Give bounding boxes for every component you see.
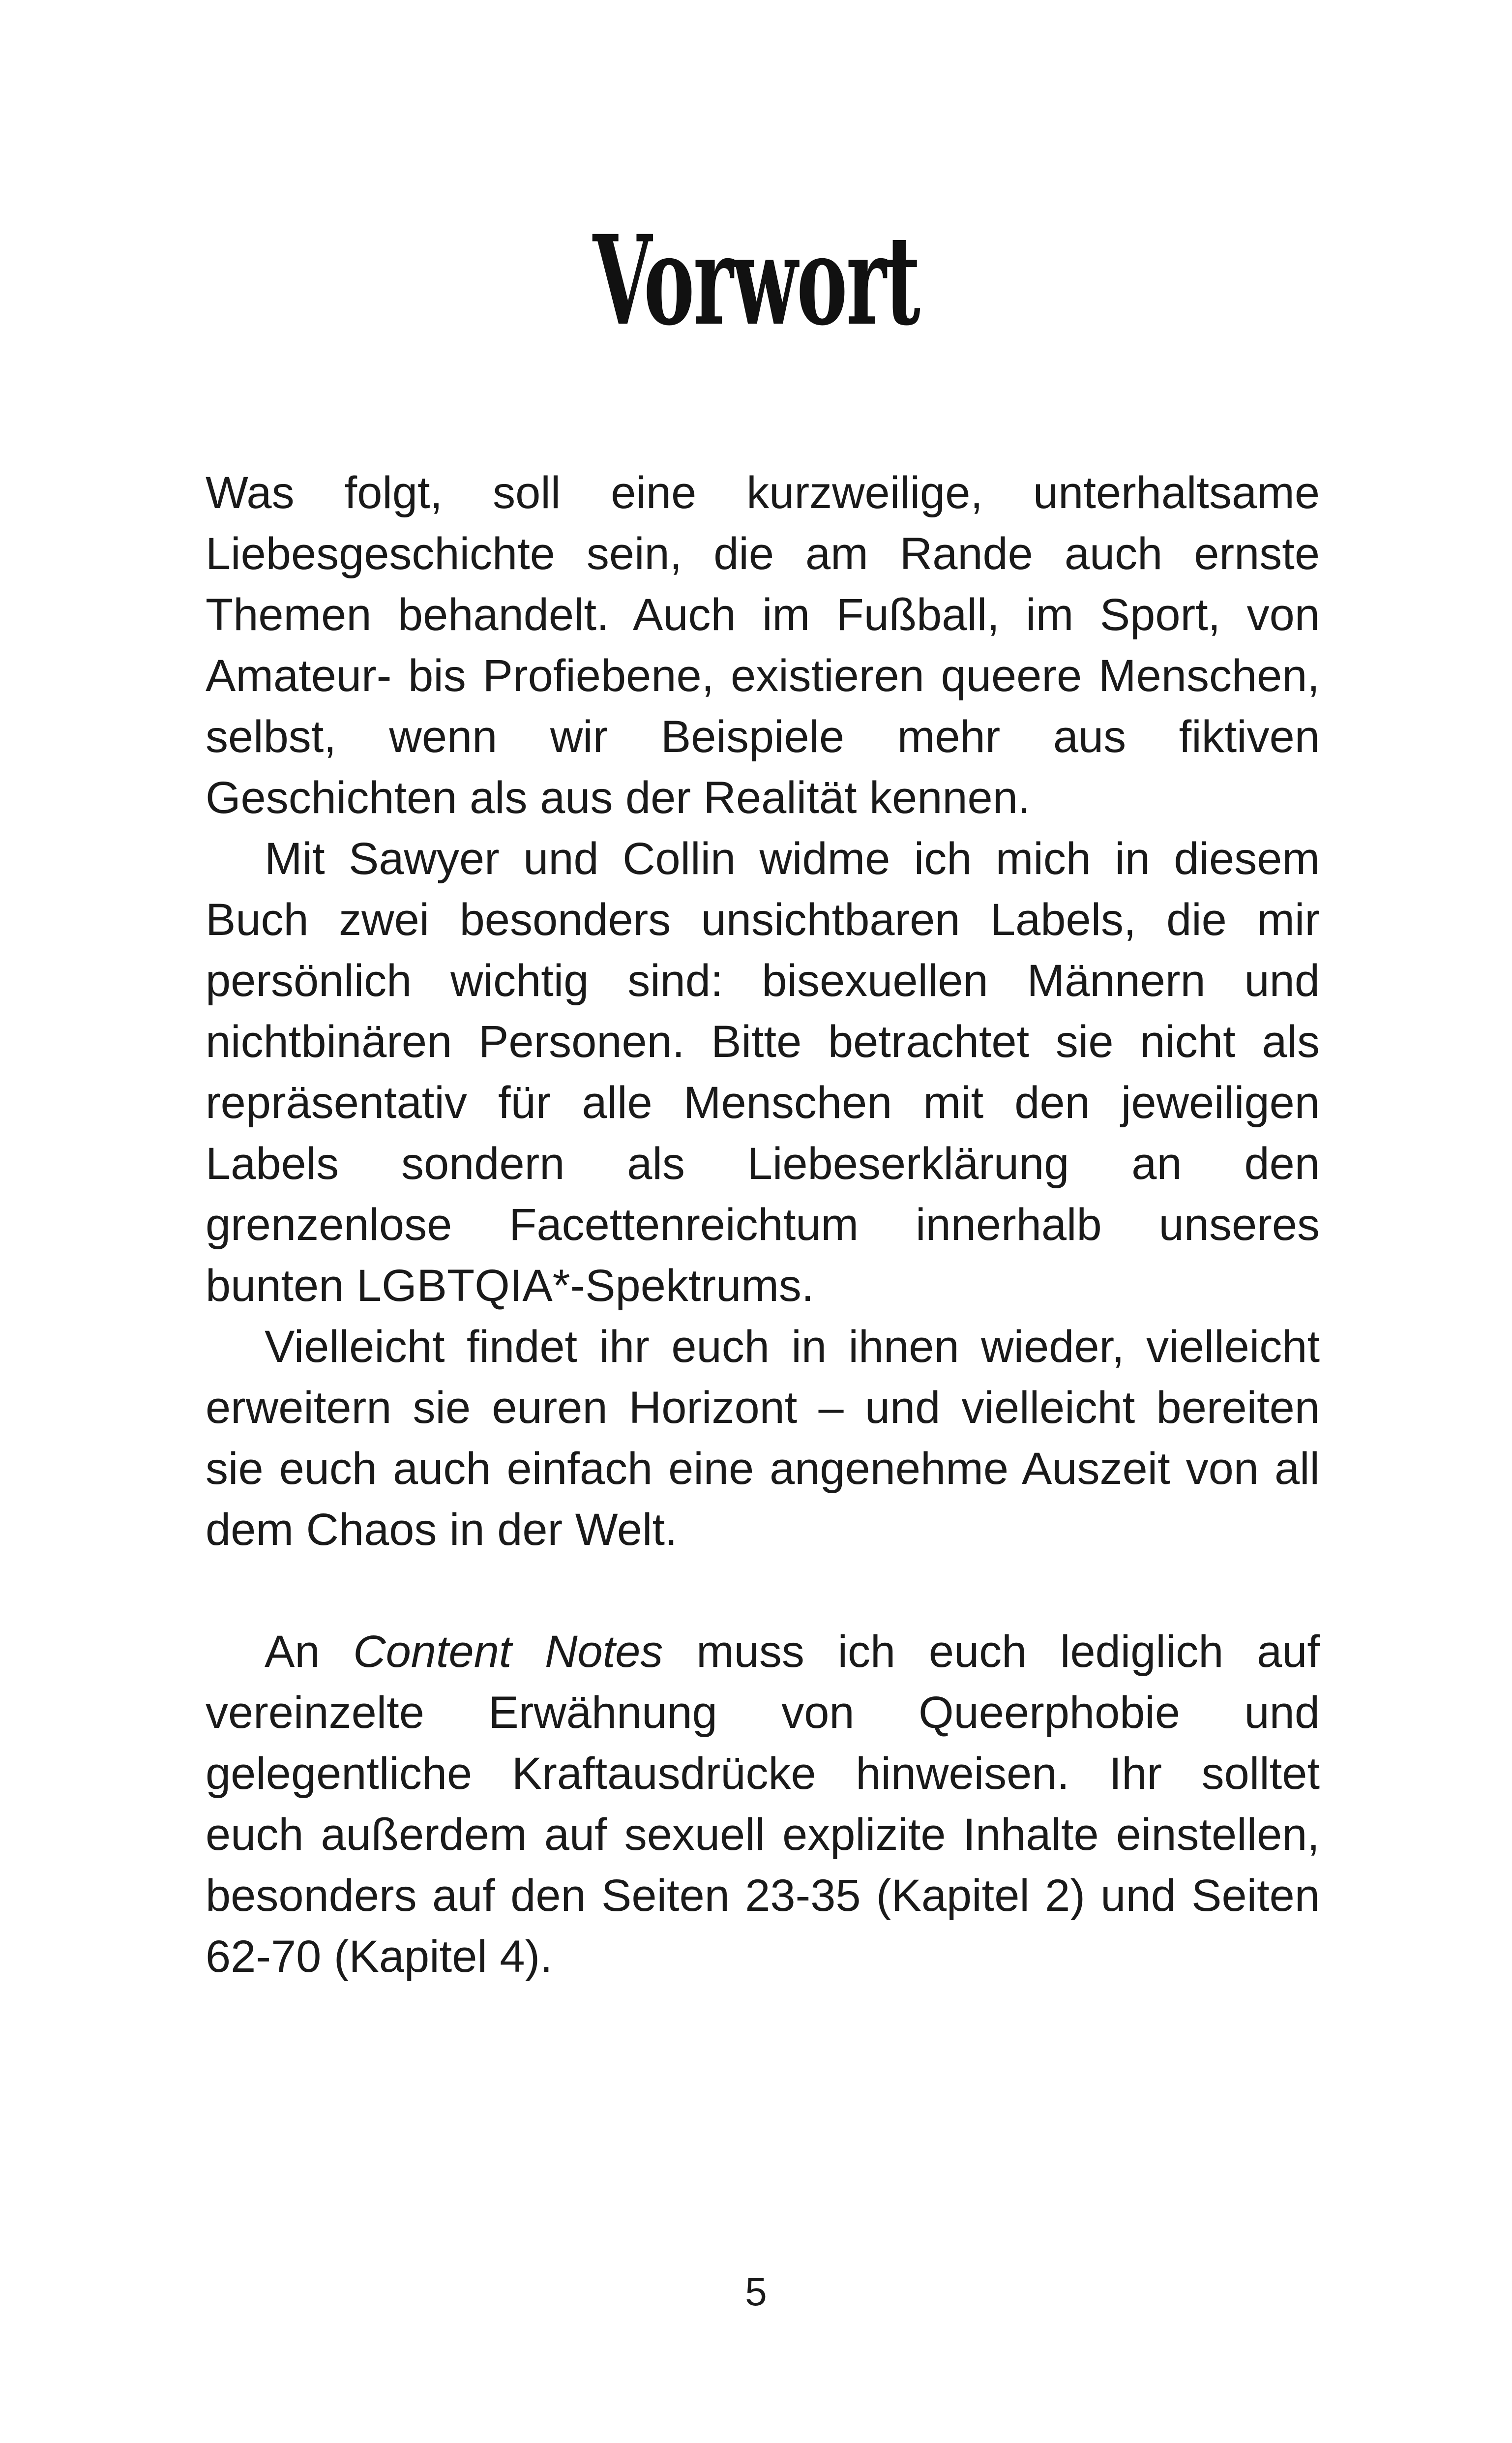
body-text (206, 462, 1320, 1987)
chapter-title: Vorwort (593, 208, 919, 353)
content-notes-term: Content Notes (353, 1627, 663, 1677)
paragraph-spacer (206, 1560, 1320, 1621)
paragraph-labels: Mit Sawyer und Collin widme ich mich in diesem Buch zwei besonders unsichtbaren Labels, die mir persönlich wichtig sind: bisexuellen Männern und nichtbinären Personen. Bitte betrachtet sie nicht als repräsentativ für alle Menschen mit den jeweiligen Labels sondern als Liebeserklärung an den grenzenlose Facettenreichtum innerhalb unseres bunten LGBTQIA*-Spektrums. (206, 834, 1320, 1311)
paragraph-intro: Was folgt, soll eine kurzweilige, unterhaltsame Liebesgeschichte sein, die am Rande auch ernste Themen behandelt. Auch im Fußball, im Sport, von Amateur- bis Profiebene, existieren queere Menschen, selbst, wenn wir Beispiele mehr aus fiktiven Geschichten als aus der Realität kennen. (206, 468, 1320, 823)
page-number: 5 (745, 2270, 767, 2314)
content-notes-rest: muss ich euch lediglich auf vereinzelte Erwähnung von Queerphobie und gelegentliche Kraftausdrücke hinweisen. Ihr solltet euch außerdem auf sexuell explizite Inhalte einstellen, besonders auf den Seiten 23-35 (Kapitel 2) und Seiten 62-70 (Kapitel 4). (206, 1627, 1320, 1982)
paragraph-content-notes (206, 1621, 1320, 1987)
content-notes-lead: An (265, 1627, 354, 1677)
paragraph-horizon: Vielleicht findet ihr euch in ihnen wieder, vielleicht erweitern sie euren Horizont – und vielleicht bereiten sie euch auch einfach eine angenehme Auszeit von all dem Chaos in der Welt. (206, 1322, 1320, 1555)
